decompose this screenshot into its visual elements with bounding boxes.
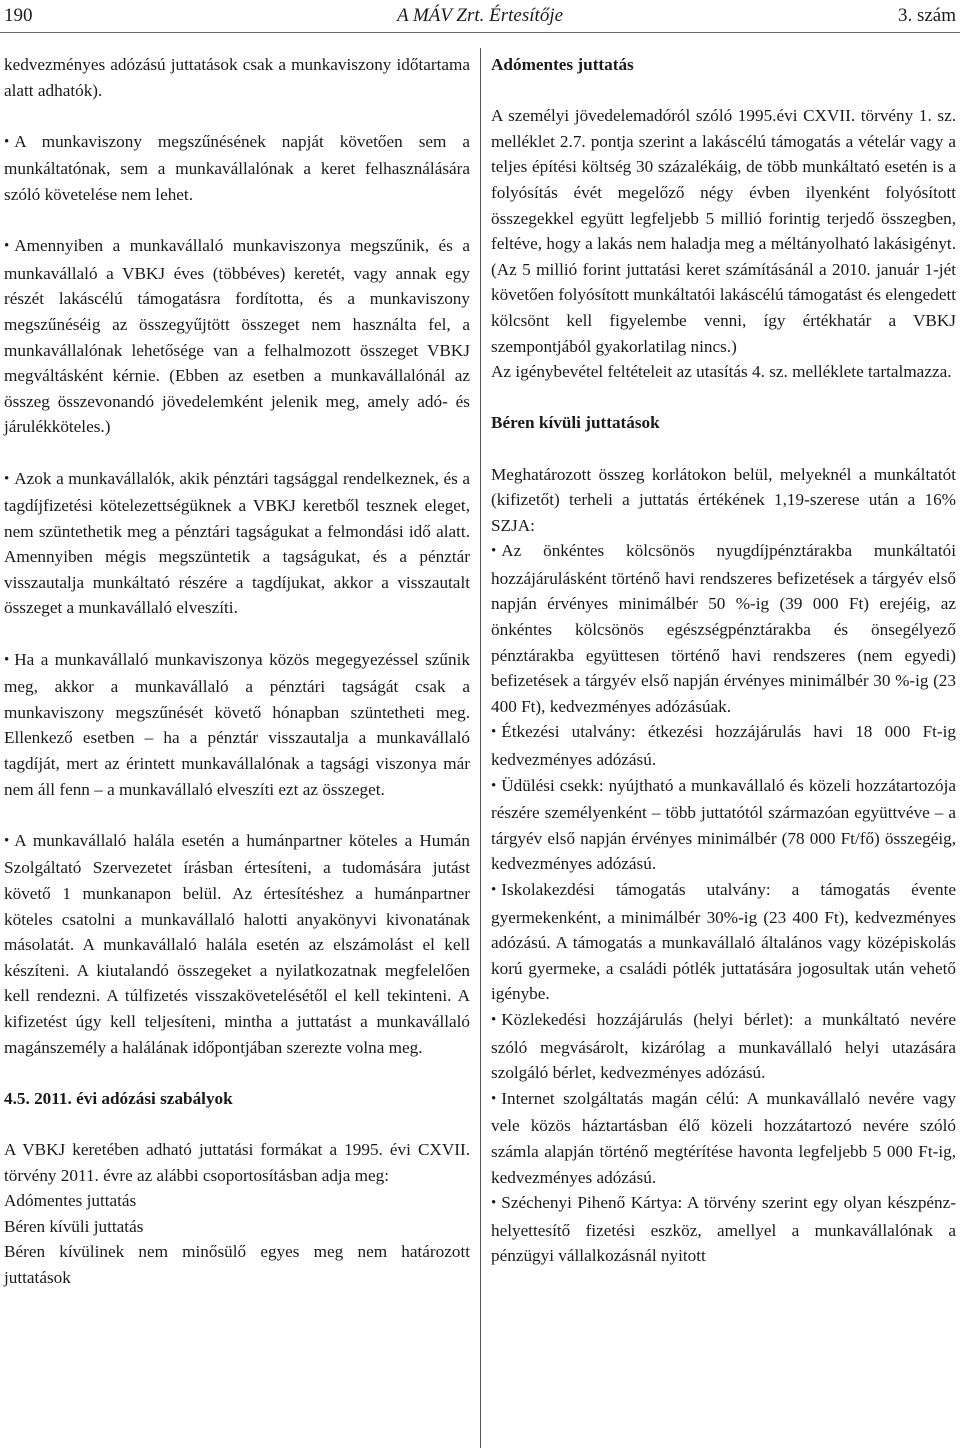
subsection-heading-tax-free: Adómentes juttatás — [491, 55, 634, 74]
tax-free-paragraph: A személyi jövedelemadóról szóló 1995.évi CXVII. törvény 1. sz. melléklet 2.7. pontja szerint a lakáscélú támogatás a vételár vagy a teljes építési költség 30 százalékáig, de több munkáltató esetén is a folyósítás évét megelőző négy évben ilyenként folyósított összegekkel együtt legfeljebb 5 millió forintig terjedő összegben, feltéve, hogy a lakás nem haladja meg a méltányolható lakásigényt. (Az 5 millió forint juttatási keret számításánál a 2010. január 1-jét követően folyósított munkáltatói lakáscélú támogatást és elengedett kölcsönt kell figyelembe venni, így értékhatár a VBKJ szempontjából gyakorlatilag nincs.) — [491, 106, 956, 356]
bullet-item: • Azok a munkavállalók, akik pénztári tagsággal rendelkeznek, és a tagdíjfizetési kötelezettségüknek a VBKJ keretből tesznek eleget, nem szüntethetik meg a pénztári tagságukat a felmondási idő alatt. Amennyiben mégis megszüntetik a tagságukat, és a pénztár visszautalja munkáltató részére a tagdíjukat, akkor a visszautalt összeget a munkavállaló elveszíti. — [4, 466, 470, 622]
journal-title: A MÁV Zrt. Értesítője — [396, 5, 564, 26]
bullet-item: • A munkaviszony megszűnésének napját követően sem a munkáltatónak, sem a munkavállalónak a keret felhasználására szóló követelése nem lehet. — [4, 129, 470, 208]
page-header — [0, 0, 960, 33]
column-divider — [480, 48, 481, 1448]
intro-paragraph: kedvezményes adózású juttatások csak a munkaviszony időtartama alatt adhatók). — [4, 55, 470, 100]
bullet-item: • A munkavállaló halála esetén a humánpartner köteles a Humán Szolgáltató Szervezetet írásban értesíteni, a tudomására jutást követő 1 munkanapon belül. Az értesítéshez a humánpartner köteles csatolni a munkavállaló halotti anyakönyvi kivonatának másolatát. A munkavállaló halála esetén az elszámolást el kell készíteni. A kiutalandó összegeket a nyilatkozatnak megfelelően kell rendezni. A túlfizetés visszakövetelésétől el kell tekinteni. A kifizetést úgy kell teljesíteni, mintha a juttatást a munkavállaló magánszemély a halálának időpontjában szerezte volna meg. — [4, 828, 470, 1060]
bullet-item: • Üdülési csekk: nyújtható a munkavállaló és közeli hozzátartozója részére személyenként – több juttatótól származóan együttvéve – a tárgyév első napján érvényes minimálbér (78 000 Ft/fő) összegéig, kedvezményes adózású. — [491, 773, 956, 877]
bullet-item: • Étkezési utalvány: étkezési hozzájárulás havi 18 000 Ft-ig kedvezményes adózású. — [491, 719, 956, 772]
issue-number: 3. szám — [897, 5, 956, 26]
bullet-item: • Közlekedési hozzájárulás (helyi bérlet): a munkáltató nevére szóló megvásárolt, kizárólag a munkavállaló helyi utazására szolgáló bérlet, kedvezményes adózású. — [491, 1007, 956, 1086]
subsection-heading-fringe: Béren kívüli juttatások — [491, 413, 660, 433]
left-column — [4, 52, 470, 1454]
conditions-paragraph: Az igénybevétel feltételeit az utasítás 4. sz. melléklete tartalmazza. — [491, 362, 952, 382]
page-number: 190 — [4, 5, 33, 26]
fringe-intro-paragraph: Meghatározott összeg korlátokon belül, melyeknél a munkáltatót (kifizetőt) terheli a juttatás értékének 1,19-szerese után a 16% SZJA: — [491, 464, 956, 535]
bullet-item: • Széchenyi Pihenő Kártya: A törvény szerint egy olyan készpénz-helyettesítő fizetési eszköz, amellyel a munkavállalónak a pénzügyi vállalkozásnál nyitott — [491, 1190, 956, 1269]
bullet-item: • Az önkéntes kölcsönös nyugdíjpénztárakba munkáltatói hozzájárulásként történő havi rendszeres befizetések a tárgyév első napján érvényes minimálbér 50 %-ig (39 000 Ft) erejéig, az önkéntes kölcsönös egészségpénztárakba és önsegélyező pénztárakba együttesen történő havi rendszeres (nem egyedi) befizetések a tárgyév első napján érvényes minimálbér 30 %-ig (23 400 Ft), kedvezményes adózásúak. — [491, 538, 956, 719]
bullet-item: • Iskolakezdési támogatás utalvány: a támogatás évente gyermekenként, a minimálbér 30%-ig (23 400 Ft), kedvezményes adózású. A támogatás a munkavállaló általános vagy középiskolás korú gyermeke, a családi pótlék juttatására jogosultak után vehető igénybe. — [491, 877, 956, 1007]
bullet-item: • Amennyiben a munkavállaló munkaviszonya megszűnik, és a munkavállaló a VBKJ éves (többéves) keretét, vagy annak egy részét lakáscélú támogatásra fordította, és a munkaviszony megszűnéséig az összegyűjtött összeget nem használta fel, a munkavállalónak lehetősége van a felhalmozott összeget VBKJ megváltásként kérnie. (Ebben az esetben a munkavállalónál az összeg összevonandó jövedelemként jelenik meg, amely adó- és járulékköteles.) — [4, 233, 470, 440]
section-heading: 4.5. 2011. évi adózási szabályok — [4, 1088, 233, 1108]
section-paragraph: A VBKJ keretében adható juttatási formákat a 1995. évi CXVII. törvény 2011. évre az alábbi csoportosításban adja meg: — [4, 1139, 470, 1185]
list-item: Béren kívüli juttatás — [4, 1216, 144, 1236]
list-item: Adómentes juttatás — [4, 1191, 137, 1211]
bullet-item: • Internet szolgáltatás magán célú: A munkavállaló nevére vagy vele közös háztartásban élő közeli hozzátartozó nevére szóló számla alapján történő megtérítése havonta legfeljebb 5 000 Ft-ig, kedvezményes adózású. — [491, 1086, 956, 1190]
list-item: Béren kívülinek nem minősülő egyes meg nem határozott juttatások — [4, 1242, 470, 1287]
bullet-item: • Ha a munkavállaló munkaviszonya közös megegyezéssel szűnik meg, akkor a munkavállaló a pénztári tagságát csak a munkaviszony megszűnését követő hónapban szüntetheti meg. Ellenkező esetben – ha a pénztár visszautalja a munkavállaló tagdíját, mert az érintett munkavállalónak a tagsági viszonya már nem áll fenn – a munkavállaló elveszíti ezt az összeget. — [4, 647, 470, 803]
right-column — [491, 52, 956, 1454]
